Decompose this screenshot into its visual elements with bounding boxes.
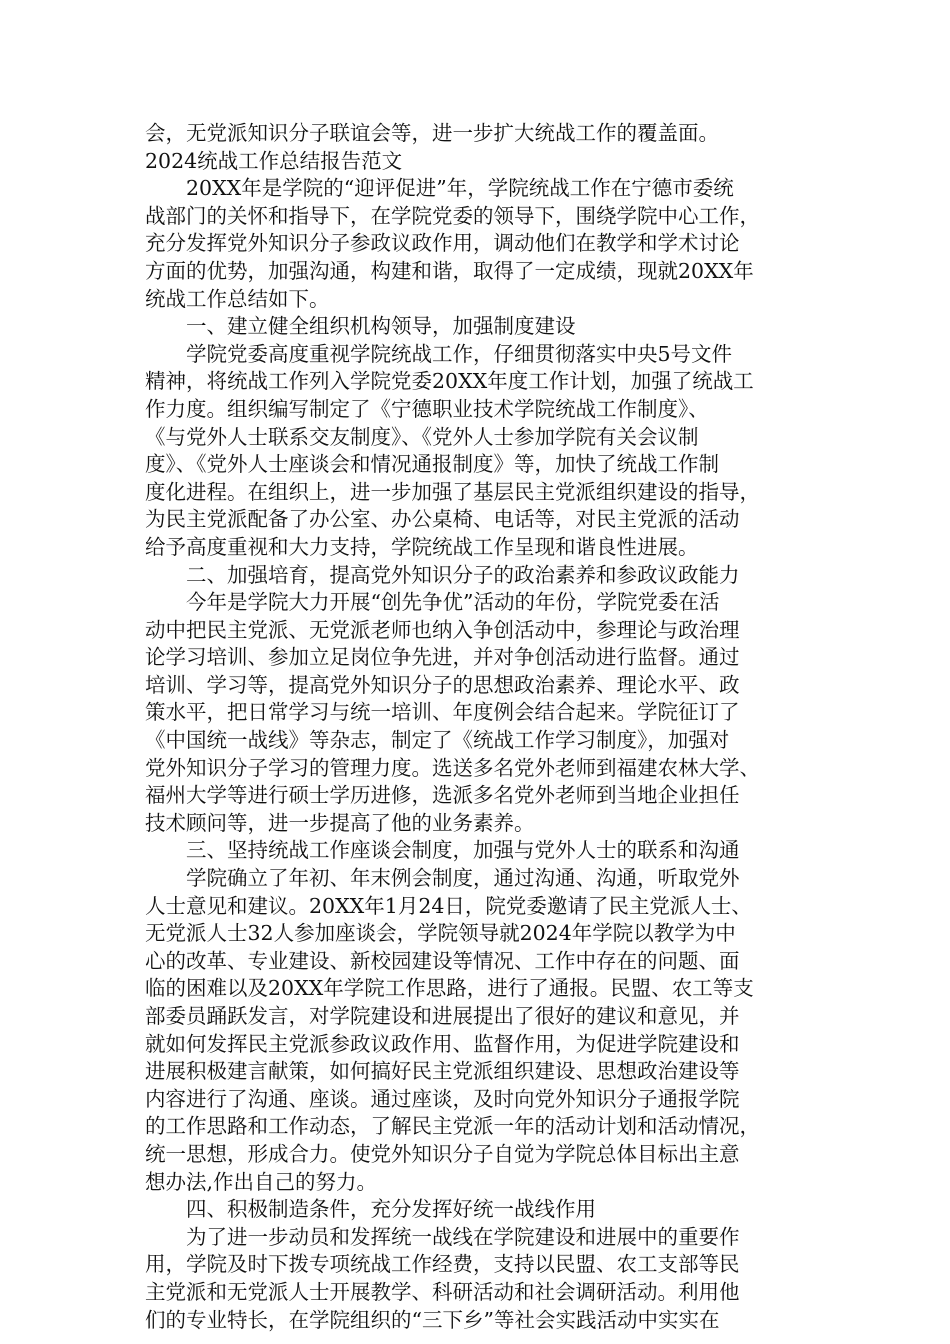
text-line: 无党派人士32人参加座谈会，学院领导就2024年学院以教学为中 xyxy=(145,921,736,946)
text-line: 今年是学院大力开展“创先争优”活动的年份，学院党委在活 xyxy=(186,590,720,615)
text-line: 会，无党派知识分子联谊会等，进一步扩大统战工作的覆盖面。 xyxy=(145,121,719,145)
text-line: 学院确立了年初、年末例会制度，通过沟通、沟通，听取党外 xyxy=(186,866,740,891)
text-line: 主党派和无党派人士开展教学、科研活动和社会调研活动。利用他 xyxy=(145,1279,740,1304)
section-heading: 三、坚持统战工作座谈会制度，加强与党外人士的联系和沟通 xyxy=(186,838,740,863)
text-line: 技术顾问等，进一步提高了他的业务素养。 xyxy=(145,810,535,835)
section-heading: 一、建立健全组织机构领导，加强制度建设 xyxy=(186,314,576,339)
text-line: 给予高度重视和大力支持，学院统战工作呈现和谐良性进展。 xyxy=(145,534,699,559)
text-line: 动中把民主党派、无党派老师也纳入争创活动中，参理论与政治理 xyxy=(145,617,740,642)
text-line: 就如何发挥民主党派参政议政作用、监督作用，为促进学院建设和 xyxy=(145,1031,740,1056)
section-heading: 四、积极制造条件，充分发挥好统一战线作用 xyxy=(186,1197,596,1222)
text-line: 方面的优势，加强沟通，构建和谐，取得了一定成绩，现就20XX年 xyxy=(145,258,754,283)
text-line: 充分发挥党外知识分子参政议政作用，调动他们在教学和学术讨论 xyxy=(145,231,740,256)
text-line: 度化进程。在组织上，进一步加强了基层民主党派组织建设的指导， xyxy=(145,479,760,504)
text-line: 战部门的关怀和指导下，在学院党委的领导下，围绕学院中心工作， xyxy=(145,203,760,228)
text-line: 精神，将统战工作列入学院党委20XX年度工作计划，加强了统战工 xyxy=(145,369,754,394)
text-line: 为了进一步动员和发挥统一战线在学院建设和进展中的重要作 xyxy=(186,1224,740,1249)
text-line: 想办法,作出自己的努力。 xyxy=(145,1169,378,1194)
text-line: 心的改革、专业建设、新校园建设等情况、工作中存在的问题、面 xyxy=(145,948,740,973)
text-line: 内容进行了沟通、座谈。通过座谈，及时向党外知识分子通报学院 xyxy=(145,1086,740,1111)
text-line: 用，学院及时下拨专项统战工作经费，支持以民盟、农工支部等民 xyxy=(145,1252,740,1277)
text-line: 论学习培训、参加立足岗位争先进，并对争创活动进行监督。通过 xyxy=(145,645,740,670)
document-title: 2024统战工作总结报告范文 xyxy=(145,148,403,173)
text-line: 的工作思路和工作动态，了解民主党派一年的活动计划和活动情况， xyxy=(145,1114,760,1139)
text-line: 培训、学习等，提高党外知识分子的思想政治素养、理论水平、政 xyxy=(145,672,740,697)
text-line: 20XX年是学院的“迎评促进”年，学院统战工作在宁德市委统 xyxy=(186,176,734,201)
text-line: 学院党委高度重视学院统战工作，仔细贯彻落实中央5号文件 xyxy=(186,341,733,366)
text-line: 《与党外人士联系交友制度》、《党外人士参加学院有关会议制 xyxy=(145,424,699,449)
text-line: 统战工作总结如下。 xyxy=(145,286,330,311)
text-line: 《中国统一战线》等杂志，制定了《统战工作学习制度》，加强对 xyxy=(145,728,730,753)
text-line: 进展积极建言献策，如何搞好民主党派组织建设、思想政治建设等 xyxy=(145,1059,740,1084)
section-heading: 二、加强培育，提高党外知识分子的政治素养和参政议政能力 xyxy=(186,562,740,587)
text-line: 作力度。组织编写制定了《宁德职业技术学院统战工作制度》、 xyxy=(145,396,709,421)
text-line: 党外知识分子学习的管理力度。选送多名党外老师到福建农林大学、 xyxy=(145,755,760,780)
document-body xyxy=(145,120,810,1334)
text-line: 策水平，把日常学习与统一培训、年度例会结合起来。学院征订了 xyxy=(145,700,740,725)
text-line: 临的困难以及20XX年学院工作思路，进行了通报。民盟、农工等支 xyxy=(145,976,754,1001)
text-line: 统一思想，形成合力。使党外知识分子自觉为学院总体目标出主意 xyxy=(145,1141,740,1166)
text-line: 度》、《党外人士座谈会和情况通报制度》等，加快了统战工作制 xyxy=(145,452,719,477)
text-line: 为民主党派配备了办公室、办公桌椅、电话等，对民主党派的活动 xyxy=(145,507,740,532)
text-line: 福州大学等进行硕士学历进修，选派多名党外老师到当地企业担任 xyxy=(145,783,740,808)
text-line: 部委员踊跃发言，对学院建设和进展提出了很好的建议和意见，并 xyxy=(145,1004,740,1028)
text-line: 们的专业特长，在学院组织的“三下乡”等社会实践活动中实实在 xyxy=(145,1307,720,1332)
text-line: 人士意见和建议。20XX年1月24日，院党委邀请了民主党派人士、 xyxy=(145,893,752,918)
